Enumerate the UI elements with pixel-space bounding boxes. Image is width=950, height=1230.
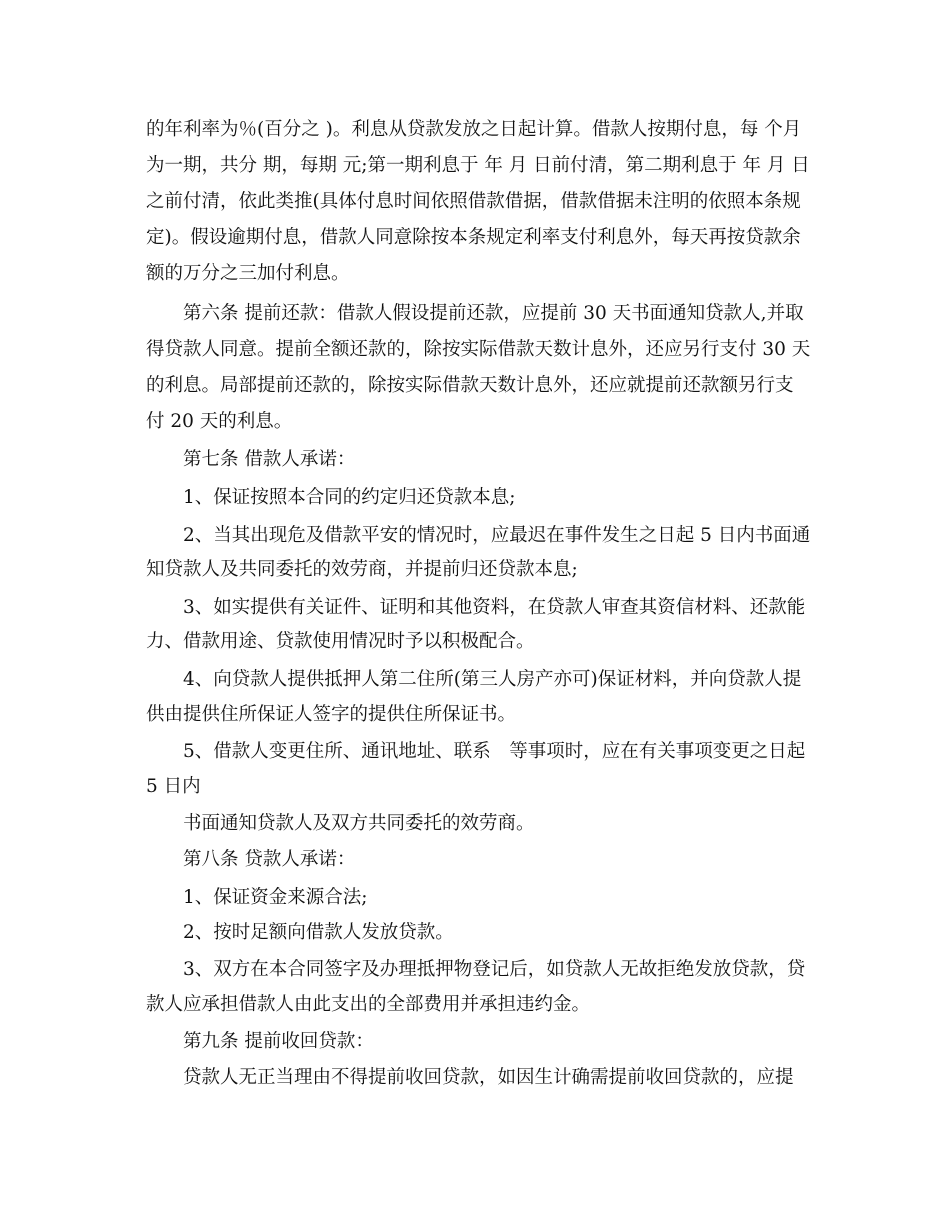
- list-item: 5、借款人变更住所、通讯地址、联系 等事项时，应在有关事项变更之日起: [183, 741, 806, 762]
- text-line: 定)。假设逾期付息，借款人同意除按本条规定利率支付利息外，每天再按贷款余: [146, 227, 801, 248]
- text-line: 为一期，共分 期，每期 元;第一期利息于 年 月 日前付清，第二期利息于 年 月 日: [146, 155, 810, 176]
- text-line: 的年利率为％(百分之 )。利息从贷款发放之日起计算。借款人按期付息，每 个月: [146, 119, 802, 140]
- text-line: 5 日内: [146, 776, 201, 797]
- list-item: 2、当其出现危及借款平安的情况时，应最迟在事件发生之日起 5 日内书面通: [183, 525, 811, 546]
- section-9-heading: 第九条 提前收回贷款：: [183, 1031, 374, 1052]
- list-item: 1、保证资金来源合法;: [183, 887, 368, 908]
- section-8-heading: 第八条 贷款人承诺：: [183, 849, 356, 870]
- list-item: 2、按时足额向借款人发放贷款。: [183, 922, 454, 943]
- text-line: 贷款人无正当理由不得提前收回贷款，如因生计确需提前收回贷款的，应提: [183, 1067, 794, 1088]
- section-6-heading: 第六条 提前还款：借款人假设提前还款，应提前 30 天书面通知贷款人,并取: [183, 303, 804, 324]
- list-item: 3、双方在本合同签字及办理抵押物登记后，如贷款人无故拒绝发放贷款，贷: [183, 959, 806, 980]
- text-line: 力、借款用途、贷款使用情况时予以积极配合。: [146, 631, 535, 652]
- text-line: 付 20 天的利息。: [146, 411, 293, 432]
- text-line: 供由提供住所保证人签字的提供住所保证书。: [146, 704, 517, 725]
- text-line: 之前付清，依此类推(具体付息时间依照借款借据，借款借据未注明的依照本条规: [146, 191, 801, 212]
- list-item: 1、保证按照本合同的约定归还贷款本息;: [183, 487, 516, 508]
- list-item: 4、向贷款人提供抵押人第二住所(第三人房产亦可)保证材料，并向贷款人提: [183, 669, 802, 690]
- text-line: 款人应承担借款人由此支出的全部费用并承担违约金。: [146, 994, 591, 1015]
- text-line: 的利息。局部提前还款的，除按实际借款天数计息外，还应就提前还款额另行支: [146, 375, 794, 396]
- text-line: 额的万分之三加付利息。: [146, 263, 350, 284]
- section-7-heading: 第七条 借款人承诺：: [183, 449, 356, 470]
- text-line: 知贷款人及共同委托的效劳商，并提前归还贷款本息;: [146, 559, 578, 580]
- text-line: 书面通知贷款人及双方共同委托的效劳商。: [183, 813, 535, 834]
- list-item: 3、如实提供有关证件、证明和其他资料，在贷款人审查其资信材料、还款能: [183, 597, 806, 618]
- text-line: 得贷款人同意。提前全额还款的，除按实际借款天数计息外，还应另行支付 30 天: [146, 339, 811, 360]
